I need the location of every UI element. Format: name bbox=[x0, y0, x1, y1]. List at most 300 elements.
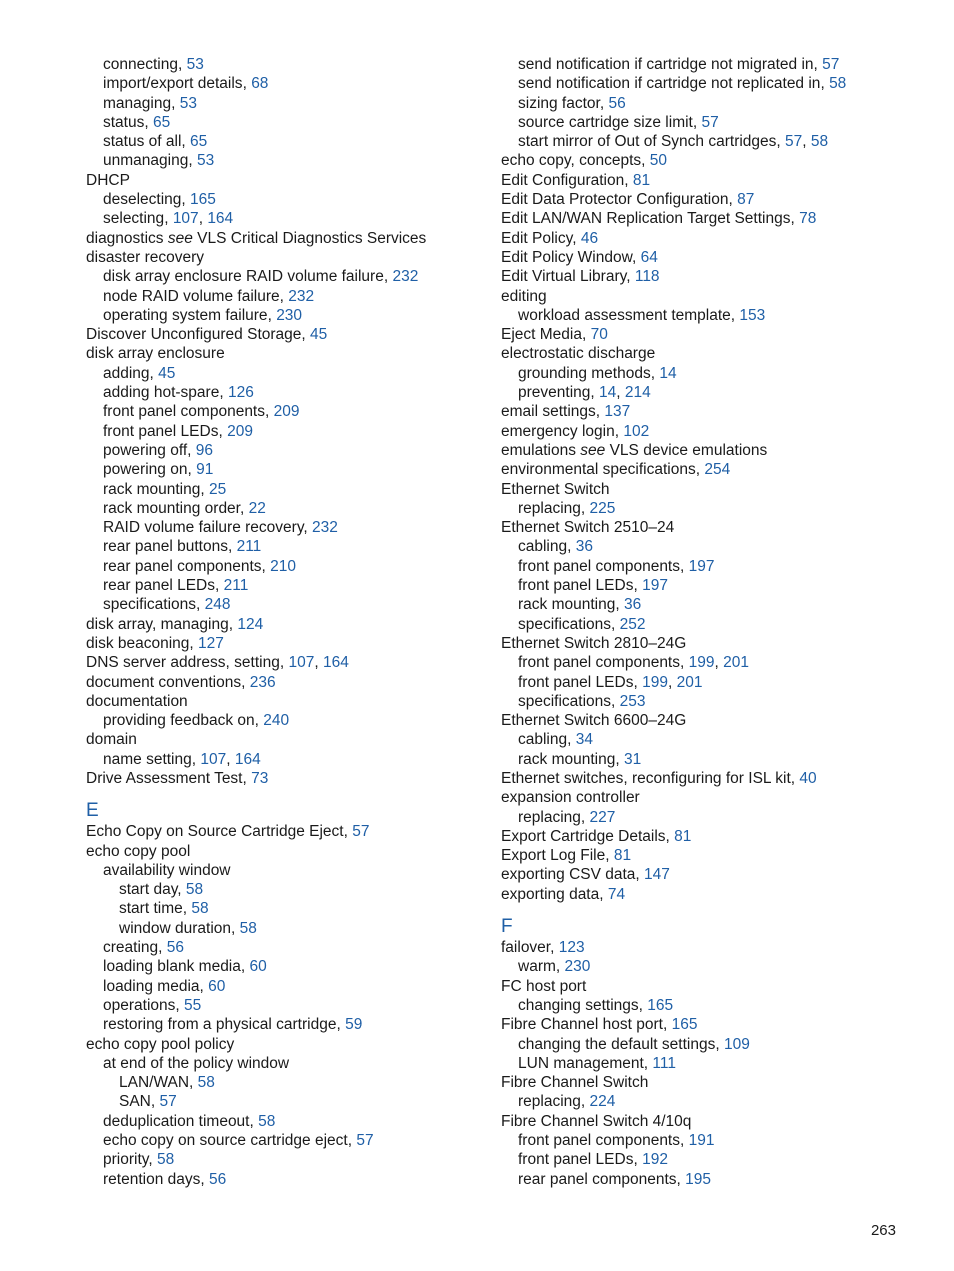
index-term: Drive Assessment Test bbox=[86, 769, 243, 787]
index-entry: retention days, 56 bbox=[103, 1170, 227, 1188]
index-entry: Echo Copy on Source Cartridge Eject, 57 bbox=[86, 823, 370, 841]
page-link[interactable]: 209 bbox=[273, 403, 300, 421]
see-reference-target: VLS Critical Diagnostics Services bbox=[197, 229, 427, 247]
index-term: node RAID volume failure bbox=[103, 287, 280, 305]
index-term: front panel components bbox=[103, 403, 265, 421]
page-link[interactable]: 58 bbox=[239, 919, 257, 937]
index-entry: front panel LEDs, 192 bbox=[518, 1151, 668, 1169]
page-link[interactable]: 191 bbox=[688, 1132, 715, 1150]
page-link[interactable]: 58 bbox=[191, 900, 209, 918]
index-entry: restoring from a physical cartridge, 59 bbox=[103, 1016, 363, 1034]
page-link[interactable]: 58 bbox=[829, 75, 847, 93]
index-term: echo copy pool policy bbox=[86, 1035, 235, 1053]
page-link[interactable]: 236 bbox=[249, 673, 276, 691]
index-entry: rack mounting order, 22 bbox=[103, 499, 266, 517]
index-term: specifications bbox=[518, 615, 612, 633]
index-entry: front panel components, 199, 201 bbox=[518, 654, 749, 672]
index-term: LUN management bbox=[518, 1054, 644, 1072]
index-term: FC host port bbox=[501, 977, 587, 995]
page-link[interactable]: 107 bbox=[288, 654, 315, 672]
index-term: echo copy on source cartridge eject bbox=[103, 1132, 348, 1150]
index-term: disaster recovery bbox=[86, 248, 205, 266]
index-term: workload assessment template bbox=[518, 306, 731, 324]
page-link[interactable]: 252 bbox=[619, 615, 646, 633]
page-link[interactable]: 147 bbox=[644, 866, 670, 884]
index-term: front panel components bbox=[518, 557, 680, 575]
index-term: grounding methods bbox=[518, 364, 651, 382]
page-link[interactable]: 53 bbox=[179, 94, 197, 112]
page-link[interactable]: 56 bbox=[209, 1170, 227, 1188]
index-entry: unmanaging, 53 bbox=[103, 152, 215, 170]
page-link[interactable]: 56 bbox=[166, 939, 185, 957]
index-term: rear panel components bbox=[518, 1170, 677, 1188]
page-link[interactable]: 58 bbox=[185, 881, 204, 899]
index-entry: Edit Policy, 46 bbox=[501, 229, 599, 247]
page-link[interactable]: 36 bbox=[575, 538, 593, 556]
page-link[interactable]: 240 bbox=[263, 712, 290, 730]
index-entry: rack mounting, 25 bbox=[103, 480, 227, 498]
index-entry: Edit Policy Window, 64 bbox=[501, 248, 658, 266]
index-entry: front panel components, 197 bbox=[518, 557, 715, 575]
page-link[interactable]: 57 bbox=[352, 823, 370, 841]
index-entry: document conventions, 236 bbox=[86, 673, 276, 691]
index-entry: preventing, 14, 214 bbox=[518, 384, 651, 402]
index-term: send notification if cartridge not replicated in bbox=[518, 75, 821, 93]
page-link[interactable]: 56 bbox=[608, 94, 626, 112]
page-link[interactable]: 124 bbox=[237, 615, 264, 633]
page-link[interactable]: 46 bbox=[580, 229, 599, 247]
page-link[interactable]: 50 bbox=[649, 152, 668, 170]
index-entry: email settings, 137 bbox=[501, 403, 631, 421]
index-entry bbox=[501, 634, 921, 653]
index-entry: replacing, 224 bbox=[518, 1093, 616, 1111]
page-link[interactable]: 197 bbox=[642, 577, 668, 595]
index-term: providing feedback on bbox=[103, 712, 255, 730]
page-link[interactable]: 199 bbox=[688, 654, 715, 672]
index-entry bbox=[501, 1073, 921, 1092]
index-entry: Fibre Channel host port, 165 bbox=[501, 1016, 698, 1034]
page-link[interactable]: 53 bbox=[196, 152, 215, 170]
index-entry: disk beaconing, 127 bbox=[86, 634, 224, 652]
index-entry: SAN, 57 bbox=[119, 1093, 177, 1111]
index-entry bbox=[86, 344, 506, 363]
page-link[interactable]: 34 bbox=[575, 731, 593, 749]
index-term: Ethernet Switch 2810–24G bbox=[501, 634, 687, 652]
index-entry: LAN/WAN, 58 bbox=[119, 1074, 215, 1092]
index-term: front panel LEDs bbox=[103, 422, 219, 440]
index-entry: changing the default settings, 109 bbox=[518, 1035, 750, 1053]
index-term: Eject Media bbox=[501, 326, 582, 344]
index-term: email settings bbox=[501, 403, 596, 421]
page-link[interactable]: 45 bbox=[310, 326, 328, 344]
index-term: warm bbox=[518, 958, 556, 976]
index-term: echo copy, concepts bbox=[501, 152, 642, 170]
index-entry bbox=[501, 344, 921, 363]
index-term: loading media bbox=[103, 977, 200, 995]
page-link[interactable]: 74 bbox=[607, 885, 626, 903]
index-term: changing the default settings bbox=[518, 1035, 716, 1053]
index-entry: name setting, 107, 164 bbox=[103, 750, 261, 768]
page-link[interactable]: 36 bbox=[623, 596, 642, 614]
index-column-left bbox=[86, 55, 506, 1189]
page-link[interactable]: 81 bbox=[613, 847, 632, 865]
index-term: RAID volume failure recovery bbox=[103, 519, 304, 537]
page-link[interactable]: 64 bbox=[640, 248, 658, 266]
index-term: availability window bbox=[103, 861, 231, 879]
index-term: managing bbox=[103, 94, 172, 112]
index-term: creating bbox=[103, 939, 159, 957]
page-link[interactable]: 201 bbox=[723, 654, 749, 672]
page-link[interactable]: 65 bbox=[152, 113, 171, 131]
index-term: window duration bbox=[119, 919, 232, 937]
index-term: rack mounting bbox=[103, 480, 201, 498]
index-entry: warm, 230 bbox=[518, 958, 591, 976]
index-term: rack mounting bbox=[518, 596, 616, 614]
index-term: selecting bbox=[103, 210, 165, 228]
index-term: exporting data bbox=[501, 885, 600, 903]
index-entry: priority, 58 bbox=[103, 1151, 175, 1169]
page-link[interactable]: 59 bbox=[345, 1016, 363, 1034]
index-entry: front panel components, 209 bbox=[103, 403, 300, 421]
index-entry: node RAID volume failure, 232 bbox=[103, 287, 315, 305]
page-link[interactable]: 201 bbox=[676, 673, 703, 691]
index-term: at end of the policy window bbox=[103, 1054, 290, 1072]
index-term: deselecting bbox=[103, 191, 182, 209]
page-link[interactable]: 126 bbox=[227, 384, 254, 402]
index-term: disk array, managing bbox=[86, 615, 229, 633]
index-term: start time bbox=[119, 900, 183, 918]
index-term: name setting bbox=[103, 750, 192, 768]
index-term: front panel LEDs bbox=[518, 577, 634, 595]
index-entry bbox=[86, 171, 506, 190]
page-link[interactable]: 102 bbox=[623, 422, 650, 440]
page-link[interactable]: 224 bbox=[589, 1093, 616, 1111]
index-term: rack mounting order bbox=[103, 499, 240, 517]
index-term: status bbox=[103, 113, 145, 131]
index-term: adding bbox=[103, 364, 150, 382]
index-entry: Export Log File, 81 bbox=[501, 847, 632, 865]
page-link[interactable]: 107 bbox=[172, 210, 199, 228]
page-link[interactable]: 68 bbox=[251, 75, 269, 93]
index-term: Edit Policy bbox=[501, 229, 573, 247]
index-term: cabling bbox=[518, 538, 568, 556]
index-term: electrostatic discharge bbox=[501, 345, 656, 363]
index-entry: connecting, 53 bbox=[103, 56, 204, 73]
index-term: start mirror of Out of Synch cartridges bbox=[518, 133, 777, 151]
page-link[interactable]: 210 bbox=[270, 557, 297, 575]
page-link[interactable]: 53 bbox=[186, 56, 204, 73]
page-link[interactable]: 31 bbox=[623, 750, 642, 768]
index-term: start day bbox=[119, 881, 178, 899]
see-reference-target: VLS device emulations bbox=[609, 441, 768, 459]
index-entry: rack mounting, 31 bbox=[518, 750, 642, 768]
index-entry: workload assessment template, 153 bbox=[518, 306, 766, 324]
index-entry: Edit LAN/WAN Replication Target Settings, 78 bbox=[501, 210, 817, 228]
page-link[interactable]: 81 bbox=[632, 171, 651, 189]
index-term: powering on bbox=[103, 461, 188, 479]
index-entry: failover, 123 bbox=[501, 939, 585, 957]
index-entry: front panel LEDs, 197 bbox=[518, 577, 668, 595]
page-link[interactable]: 91 bbox=[196, 461, 214, 479]
index-entry: creating, 56 bbox=[103, 939, 185, 957]
index-term: Fibre Channel Switch 4/10q bbox=[501, 1112, 692, 1130]
page-link[interactable]: 70 bbox=[590, 326, 608, 344]
index-entry: deduplication timeout, 58 bbox=[103, 1112, 276, 1130]
index-term: disk array enclosure bbox=[86, 345, 225, 363]
page-link[interactable]: 227 bbox=[589, 808, 616, 826]
page-link[interactable]: 127 bbox=[198, 634, 224, 652]
index-term: Edit Data Protector Configuration bbox=[501, 191, 729, 209]
page-link[interactable]: 14 bbox=[599, 384, 617, 402]
page-link[interactable]: 118 bbox=[634, 268, 660, 286]
index-entry: import/export details, 68 bbox=[103, 75, 269, 93]
index-term: Ethernet switches, reconfiguring for ISL kit bbox=[501, 769, 791, 787]
page-link[interactable]: 109 bbox=[723, 1035, 750, 1053]
page-link[interactable]: 60 bbox=[249, 958, 267, 976]
index-term: Ethernet Switch 2510–24 bbox=[501, 519, 675, 537]
page-link[interactable]: 248 bbox=[204, 596, 231, 614]
index-entry: disk array enclosure RAID volume failure, 232 bbox=[103, 268, 419, 286]
index-entry: specifications, 253 bbox=[518, 692, 646, 710]
index-entry: status, 65 bbox=[103, 113, 171, 131]
index-term: preventing bbox=[518, 384, 591, 402]
page-link[interactable]: 137 bbox=[604, 403, 631, 421]
index-term: emulations bbox=[501, 441, 576, 459]
index-term: front panel components bbox=[518, 654, 680, 672]
index-term: import/export details bbox=[103, 75, 243, 93]
page-link[interactable]: 232 bbox=[288, 287, 315, 305]
index-entry: cabling, 36 bbox=[518, 538, 593, 556]
page-number: 263 bbox=[870, 1222, 896, 1239]
page-link[interactable]: 254 bbox=[704, 461, 731, 479]
index-entry bbox=[86, 248, 506, 267]
see-reference-label: see bbox=[580, 441, 606, 459]
index-term: exporting CSV data bbox=[501, 866, 636, 884]
page-link[interactable]: 57 bbox=[822, 56, 840, 73]
index-entry: loading blank media, 60 bbox=[103, 958, 267, 976]
see-reference-label: see bbox=[167, 229, 193, 247]
index-entry: rear panel components, 210 bbox=[103, 557, 297, 575]
page-link[interactable]: 55 bbox=[184, 996, 202, 1014]
index-entry: replacing, 227 bbox=[518, 808, 616, 826]
index-entry bbox=[501, 711, 921, 730]
index-entry: Export Cartridge Details, 81 bbox=[501, 827, 692, 845]
index-term: documentation bbox=[86, 692, 188, 710]
index-letter-heading: E bbox=[86, 800, 99, 822]
page-link[interactable]: 65 bbox=[190, 133, 208, 151]
page-link[interactable]: 197 bbox=[688, 557, 715, 575]
index-term: restoring from a physical cartridge bbox=[103, 1016, 337, 1034]
index-entry: sizing factor, 56 bbox=[518, 94, 626, 112]
index-term: rear panel buttons bbox=[103, 538, 228, 556]
page-link[interactable]: 195 bbox=[685, 1170, 712, 1188]
index-term: rear panel components bbox=[103, 557, 262, 575]
index-term: replacing bbox=[518, 808, 581, 826]
index-term: front panel components bbox=[518, 1132, 680, 1150]
index-entry: Eject Media, 70 bbox=[501, 326, 608, 344]
page-link[interactable]: 253 bbox=[619, 692, 646, 710]
page-link[interactable]: 232 bbox=[392, 268, 419, 286]
index-term: Edit Virtual Library bbox=[501, 268, 627, 286]
index-term: DHCP bbox=[86, 171, 130, 189]
page-link[interactable]: 211 bbox=[223, 577, 249, 595]
page-link[interactable]: 58 bbox=[810, 133, 829, 151]
index-entry: deselecting, 165 bbox=[103, 191, 216, 209]
index-entry: echo copy on source cartridge eject, 57 bbox=[103, 1132, 374, 1150]
page-link[interactable]: 230 bbox=[564, 958, 591, 976]
index-term: rear panel LEDs bbox=[103, 577, 216, 595]
page-link[interactable]: 57 bbox=[356, 1132, 374, 1150]
index-term: specifications bbox=[518, 692, 612, 710]
page-link[interactable]: 22 bbox=[248, 499, 266, 517]
index-term: Edit Policy Window bbox=[501, 248, 632, 266]
index-entry: start day, 58 bbox=[119, 881, 204, 899]
index-entry: specifications, 248 bbox=[103, 596, 231, 614]
page-link[interactable]: 96 bbox=[195, 441, 214, 459]
index-entry bbox=[86, 1035, 506, 1054]
page-link[interactable]: 192 bbox=[642, 1151, 668, 1169]
index-term: Echo Copy on Source Cartridge Eject bbox=[86, 823, 344, 841]
page-link[interactable]: 14 bbox=[659, 364, 677, 382]
index-term: Export Cartridge Details bbox=[501, 827, 666, 845]
index-term: deduplication timeout bbox=[103, 1112, 250, 1130]
index-entry: source cartridge size limit, 57 bbox=[518, 113, 719, 131]
index-entry: window duration, 58 bbox=[119, 919, 257, 937]
page-link[interactable]: 164 bbox=[207, 210, 234, 228]
page-link[interactable]: 57 bbox=[785, 133, 803, 151]
index-entry: rear panel components, 195 bbox=[518, 1170, 712, 1188]
page-link[interactable]: 40 bbox=[799, 769, 817, 787]
index-entry: rear panel buttons, 211 bbox=[103, 538, 262, 556]
page-link[interactable]: 58 bbox=[156, 1151, 175, 1169]
index-term: diagnostics bbox=[86, 229, 164, 247]
index-term: front panel LEDs bbox=[518, 1151, 634, 1169]
index-entry: front panel components, 191 bbox=[518, 1132, 715, 1150]
page-link[interactable]: 45 bbox=[158, 364, 176, 382]
page-link[interactable]: 153 bbox=[739, 306, 766, 324]
page-link[interactable]: 164 bbox=[234, 750, 261, 768]
index-entry: Ethernet switches, reconfiguring for ISL kit, 40 bbox=[501, 769, 817, 787]
page-link[interactable]: 87 bbox=[737, 191, 755, 209]
page-link[interactable]: 58 bbox=[197, 1074, 215, 1092]
index-entry bbox=[501, 788, 921, 807]
index-entry: Edit Data Protector Configuration, 87 bbox=[501, 191, 755, 209]
page-link[interactable]: 165 bbox=[190, 191, 216, 209]
index-term: echo copy pool bbox=[86, 842, 191, 860]
index-entry: loading media, 60 bbox=[103, 977, 226, 995]
index-column-right bbox=[501, 55, 921, 1189]
page-link[interactable]: 165 bbox=[647, 996, 674, 1014]
page-link[interactable]: 211 bbox=[236, 538, 262, 556]
index-term: adding hot-spare bbox=[103, 384, 220, 402]
index-letter-heading: F bbox=[501, 916, 513, 938]
index-entry: operations, 55 bbox=[103, 996, 202, 1014]
page-link[interactable]: 123 bbox=[558, 939, 585, 957]
index-entry: providing feedback on, 240 bbox=[103, 712, 290, 730]
index-term: operations bbox=[103, 996, 176, 1014]
page-link[interactable]: 81 bbox=[674, 827, 692, 845]
index-term: Edit LAN/WAN Replication Target Settings bbox=[501, 210, 791, 228]
index-term: loading blank media bbox=[103, 958, 241, 976]
index-entry: selecting, 107, 164 bbox=[103, 210, 234, 228]
index-term: Discover Unconfigured Storage bbox=[86, 326, 302, 344]
index-term: replacing bbox=[518, 1093, 581, 1111]
index-entry: rear panel LEDs, 211 bbox=[103, 577, 249, 595]
index-term: cabling bbox=[518, 731, 568, 749]
index-entry: adding, 45 bbox=[103, 364, 176, 382]
index-term: Export Log File bbox=[501, 847, 606, 865]
index-entry: replacing, 225 bbox=[518, 499, 616, 517]
index-entry: exporting CSV data, 147 bbox=[501, 866, 670, 884]
page-link[interactable]: 60 bbox=[208, 977, 226, 995]
index-term: operating system failure bbox=[103, 306, 268, 324]
index-entry bbox=[501, 1112, 921, 1131]
index-term: disk array enclosure RAID volume failure bbox=[103, 268, 384, 286]
index-entry bbox=[86, 229, 506, 248]
index-term: replacing bbox=[518, 499, 581, 517]
index-entry: echo copy, concepts, 50 bbox=[501, 152, 668, 170]
index-entry: front panel LEDs, 199, 201 bbox=[518, 673, 703, 691]
index-entry: operating system failure, 230 bbox=[103, 306, 303, 324]
index-entry: powering on, 91 bbox=[103, 461, 214, 479]
index-term: connecting bbox=[103, 56, 178, 73]
index-entry bbox=[86, 1054, 506, 1073]
page-link[interactable]: 164 bbox=[322, 654, 349, 672]
page-link[interactable]: 57 bbox=[159, 1093, 177, 1111]
index-entry bbox=[501, 441, 921, 460]
page-link[interactable]: 199 bbox=[642, 673, 668, 691]
page-link[interactable]: 107 bbox=[200, 750, 227, 768]
index-entry: Edit Virtual Library, 118 bbox=[501, 268, 660, 286]
page-link[interactable]: 232 bbox=[312, 519, 338, 537]
page-link[interactable]: 165 bbox=[671, 1016, 698, 1034]
index-entry: RAID volume failure recovery, 232 bbox=[103, 519, 338, 537]
page-link[interactable]: 73 bbox=[251, 769, 269, 787]
index-entry: Drive Assessment Test, 73 bbox=[86, 769, 269, 787]
index-term: unmanaging bbox=[103, 152, 189, 170]
index-entry: send notification if cartridge not replicated in, 58 bbox=[518, 75, 847, 93]
page-link[interactable]: 225 bbox=[589, 499, 616, 517]
index-term: changing settings bbox=[518, 996, 639, 1014]
index-term: LAN/WAN bbox=[119, 1074, 190, 1092]
page-link[interactable]: 209 bbox=[227, 422, 253, 440]
index-term: domain bbox=[86, 731, 137, 749]
index-entry: emergency login, 102 bbox=[501, 422, 650, 440]
page-link[interactable]: 25 bbox=[208, 480, 227, 498]
page-link[interactable]: 78 bbox=[799, 210, 817, 228]
index-term: document conventions bbox=[86, 673, 242, 691]
index-entry: cabling, 34 bbox=[518, 731, 593, 749]
index-term: SAN bbox=[119, 1093, 151, 1111]
page-link[interactable]: 58 bbox=[258, 1112, 276, 1130]
index-entry: LUN management, 111 bbox=[518, 1054, 676, 1072]
index-term: priority bbox=[103, 1151, 149, 1169]
page-link[interactable]: 214 bbox=[624, 384, 651, 402]
index-term: Ethernet Switch 6600–24G bbox=[501, 712, 687, 730]
index-entry: DNS server address, setting, 107, 164 bbox=[86, 654, 349, 672]
page-link[interactable]: 57 bbox=[701, 113, 719, 131]
index-term: front panel LEDs bbox=[518, 673, 634, 691]
index-term: source cartridge size limit bbox=[518, 113, 693, 131]
index-entry: status of all, 65 bbox=[103, 133, 208, 151]
index-term: rack mounting bbox=[518, 750, 616, 768]
page-link[interactable]: 111 bbox=[652, 1054, 676, 1072]
index-term: environmental specifications bbox=[501, 461, 696, 479]
index-entry: grounding methods, 14 bbox=[518, 364, 677, 382]
index-term: Ethernet Switch bbox=[501, 480, 610, 498]
page-link[interactable]: 230 bbox=[276, 306, 303, 324]
index-term: retention days bbox=[103, 1170, 201, 1188]
